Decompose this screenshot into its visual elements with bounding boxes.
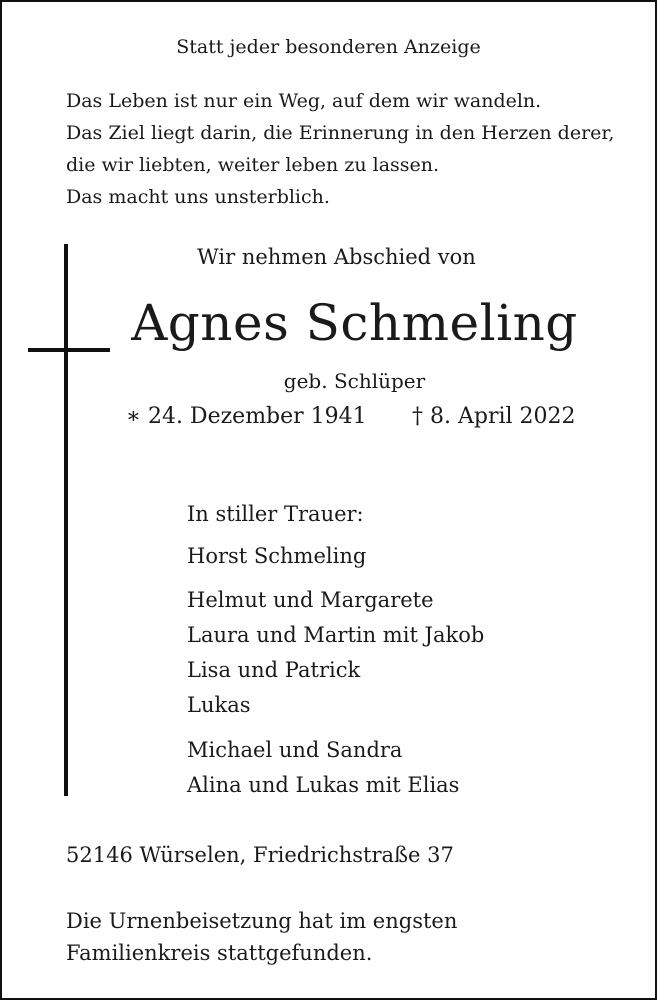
mourner-line: Laura und Martin mit Jakob (187, 623, 485, 647)
death-date: † 8. April 2022 (412, 404, 576, 429)
mourners-intro: In stiller Trauer: (187, 502, 364, 526)
burial-note-line-1: Die Urnenbeisetzung hat im engsten (66, 909, 458, 933)
mourner-line: Michael und Sandra (187, 738, 403, 762)
mourner-line: Lukas (187, 693, 251, 717)
poem-line-4: Das macht uns unsterblich. (66, 186, 330, 208)
birth-date: ∗ 24. Dezember 1941 (126, 404, 367, 429)
deceased-name: Agnes Schmeling (131, 294, 578, 352)
header-notice: Statt jeder besonderen Anzeige (176, 36, 481, 58)
burial-note-line-2: Familienkreis stattgefunden. (66, 941, 373, 965)
address: 52146 Würselen, Friedrichstraße 37 (66, 843, 454, 867)
mourner-line: Horst Schmeling (187, 544, 367, 568)
maiden-name: geb. Schlüper (283, 369, 426, 393)
mourner-line: Lisa und Patrick (187, 658, 361, 682)
poem-line-1: Das Leben ist nur ein Weg, auf dem wir wandeln. (66, 90, 542, 112)
poem-line-2: Das Ziel liegt darin, die Erinnerung in den Herzen derer, (66, 122, 615, 144)
cross-icon-bar (28, 348, 110, 352)
poem-line-3: die wir liebten, weiter leben zu lassen. (66, 154, 440, 176)
mourner-line: Helmut und Margarete (187, 588, 434, 612)
mourner-line: Alina und Lukas mit Elias (187, 773, 460, 797)
farewell-heading: Wir nehmen Abschied von (197, 245, 476, 269)
